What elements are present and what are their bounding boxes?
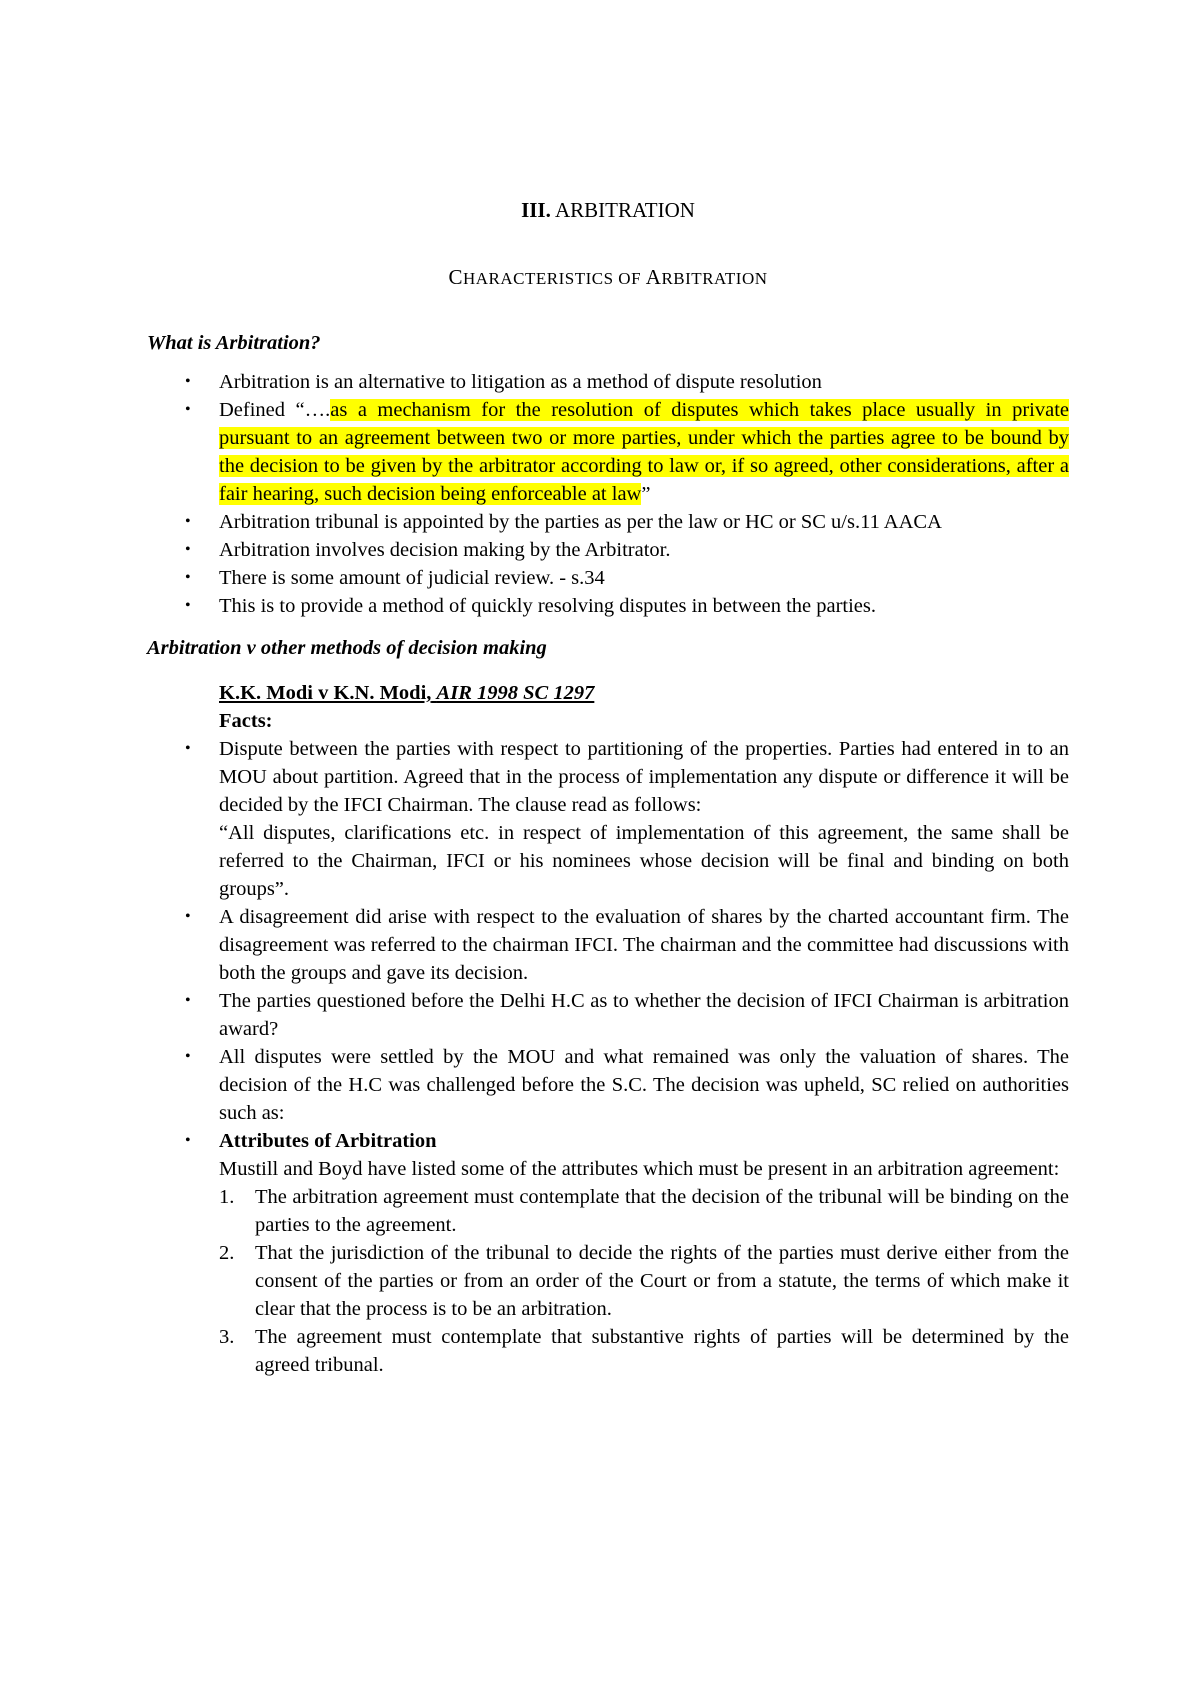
item-text: That the jurisdiction of the tribunal to decide the rights of the parties must derive either from the consent of the parties or from an order of the Court or from a statute, the terms of which make it clear that the process is to be an arbitration. [255,1242,1069,1320]
bullet-icon: • [185,597,191,614]
list-item [219,1239,1069,1323]
highlighted-definition: as a mechanism for the resolution of disputes which takes place usually in private pursuant to an agreement between two or more parties, under which the parties agree to be bound by the decision to be given by the arbitrator according to law or, if so agreed, other considerations, after a fair hearing, such decision being enforceable at law [219,399,1069,505]
case-header [147,679,1069,735]
bullet-text: Arbitration involves decision making by the Arbitrator. [219,539,671,561]
bullet-text: A disagreement did arise with respect to the evaluation of shares by the charted accountant firm. The disagreement was referred to the chairman IFCI. The chairman and the committee had discussions with both the groups and gave its decision. [219,906,1069,984]
list-item [147,368,1069,396]
list-item [147,396,1069,508]
case-facts-list [147,735,1069,1379]
attributes-list [219,1183,1069,1379]
page-title [147,196,1069,224]
bullet-icon: • [185,1132,191,1149]
item-number: 1. [219,1186,235,1208]
bullet-text: There is some amount of judicial review. - s.34 [219,567,605,589]
clause-quote: “All disputes, clarifications etc. in respect of implementation of this agreement, the same shall be referred to the Chairman, IFCI or his nominees whose decision will be final and binding on both groups”. [219,822,1069,900]
definition-suffix: ” [641,483,651,505]
list-item [147,508,1069,536]
item-text: The arbitration agreement must contemplate that the decision of the tribunal will be binding on the parties to the agreement. [255,1186,1069,1236]
bullet-icon: • [185,908,191,925]
section-title-cap-1: C [448,265,463,289]
item-number: 2. [219,1242,235,1264]
bullet-text: The parties questioned before the Delhi H.C as to whether the decision of IFCI Chairman is arbitration award? [219,990,1069,1040]
bullet-icon: • [185,541,191,558]
arbitration-bullet-list [147,368,1069,620]
bullet-icon: • [185,1048,191,1065]
attributes-intro: Mustill and Boyd have listed some of the attributes which must be present in an arbitration agreement: [219,1158,1060,1180]
list-item [147,592,1069,620]
section-title [147,263,1069,293]
subheading-what-is-arbitration: What is Arbitration? [147,332,321,354]
subheading-other-methods: Arbitration v other methods of decision making [147,637,547,659]
title-number: III. [521,198,551,222]
facts-label: Facts: [219,710,273,732]
attributes-title: Attributes of Arbitration [219,1130,437,1152]
list-item [147,564,1069,592]
list-item [219,1183,1069,1239]
definition-prefix: Defined “…. [219,399,331,421]
bullet-text: This is to provide a method of quickly resolving disputes in between the parties. [219,595,877,617]
bullet-icon: • [185,740,191,757]
case-name: K.K. Modi v K.N. Modi, [219,682,432,704]
list-item [147,903,1069,987]
list-item [147,735,1069,903]
bullet-icon: • [185,401,191,418]
case-citation: AIR 1998 SC 1297 [436,682,595,704]
bullet-text: Arbitration is an alternative to litigation as a method of dispute resolution [219,371,822,393]
bullet-icon: • [185,373,191,390]
list-item [147,987,1069,1043]
case-title [219,679,1069,707]
bullet-text: Arbitration tribunal is appointed by the parties as per the law or HC or SC u/s.11 AACA [219,511,942,533]
list-item [147,1043,1069,1127]
title-text: ARBITRATION [554,198,695,222]
item-text: The agreement must contemplate that substantive rights of parties will be determined by the agreed tribunal. [255,1326,1069,1376]
list-item [147,1127,1069,1379]
item-number: 3. [219,1326,235,1348]
bullet-icon: • [185,992,191,1009]
section-title-rest-1: HARACTERISTICS OF [462,269,642,288]
list-item [219,1323,1069,1379]
bullet-icon: • [185,513,191,530]
bullet-text: Dispute between the parties with respect to partitioning of the properties. Parties had entered in to an MOU about partition. Agreed that in the process of implementation any dispute or difference it will be decided by the IFCI Chairman. The clause read as follows: [219,738,1069,816]
bullet-icon: • [185,569,191,586]
section-title-rest-2: RBITRATION [661,269,768,288]
bullet-text: All disputes were settled by the MOU and what remained was only the valuation of shares. The decision of the H.C was challenged before the S.C. The decision was upheld, SC relied on authorities such as: [219,1046,1069,1124]
document-body [147,196,1069,1379]
section-title-cap-2: A [645,265,662,289]
list-item [147,536,1069,564]
